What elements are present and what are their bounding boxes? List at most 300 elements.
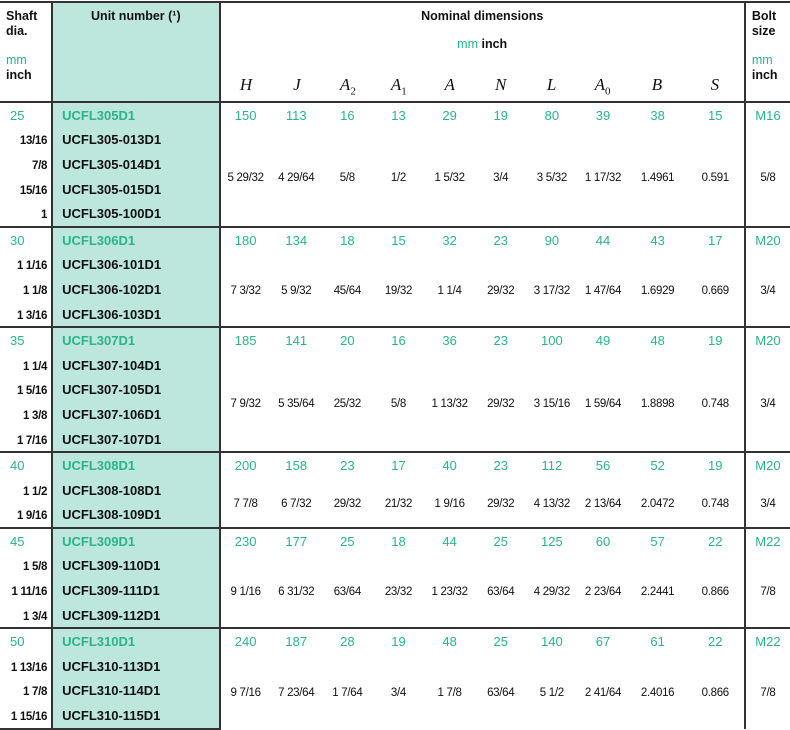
dim-mm: 28 — [322, 628, 373, 654]
dim-inch — [373, 554, 424, 629]
dim-symbol-letter: A — [444, 74, 455, 94]
shaft-dia-inch — [0, 302, 52, 328]
dim-inch — [271, 353, 322, 452]
bolt-size-inch — [745, 554, 790, 629]
dim-inch — [271, 554, 322, 629]
dim-subscript: 1 — [401, 85, 407, 97]
dim-inch-value: 0.866 — [701, 686, 729, 699]
dim-inch — [424, 554, 475, 629]
dim-inch-value: 3 17/32 — [533, 284, 570, 297]
dim-inch-value: 3/4 — [493, 172, 509, 185]
dim-inch — [629, 554, 687, 629]
dim-inch — [220, 128, 271, 227]
dim-symbol-letter: B — [651, 74, 663, 94]
bolt-size-inch — [745, 478, 790, 528]
dim-inch — [687, 554, 745, 629]
dim-inch-value: 1.6929 — [640, 284, 675, 297]
unit-number: UCFL308-108D1 — [52, 478, 219, 503]
dim-inch — [271, 654, 322, 729]
shaft-inch-value: 1 1/16 — [16, 260, 48, 273]
table-row-metric — [0, 452, 790, 478]
dim-inch — [526, 554, 577, 629]
dim-mm: 180 — [220, 227, 271, 253]
dim-mm: 44 — [424, 528, 475, 554]
dim-inch-value: 3 15/16 — [533, 397, 570, 410]
dim-inch — [526, 253, 577, 328]
dim-subscript: 2 — [350, 85, 356, 97]
dim-mm: 80 — [526, 102, 577, 128]
unit-number: UCFL310D1 — [52, 628, 219, 654]
dim-mm: 48 — [424, 628, 475, 654]
dim-mm: 158 — [271, 452, 322, 478]
dim-inch-value: 2.2441 — [640, 586, 675, 599]
shaft-inch-value: 1 — [41, 209, 48, 222]
dim-mm: 19 — [687, 452, 745, 478]
dim-symbol-A1 — [373, 75, 424, 97]
dim-mm: 57 — [629, 528, 687, 554]
dim-inch-value: 1 59/64 — [584, 397, 622, 410]
shaft-label: Shaft dia. — [6, 9, 38, 38]
dim-mm: 25 — [475, 528, 526, 554]
dim-inch-value: 63/64 — [487, 686, 515, 699]
unit-number: UCFL309-111D1 — [52, 578, 219, 603]
unit-number: UCFL305-100D1 — [52, 201, 219, 227]
dim-inch-value: 2 23/64 — [584, 586, 622, 599]
dim-inch — [322, 128, 373, 227]
dim-inch — [220, 253, 271, 328]
dim-mm: 15 — [687, 102, 745, 128]
unit-number: UCFL309D1 — [52, 528, 219, 554]
bolt-inch-value: 3/4 — [760, 397, 776, 410]
dim-inch-value: 2.4016 — [640, 686, 675, 699]
unit-number: UCFL307-107D1 — [52, 427, 219, 453]
bolt-size-mm: M22 — [745, 628, 790, 654]
shaft-dia-inch — [0, 378, 52, 403]
dim-inch — [220, 353, 271, 452]
shaft-inch-label: inch — [6, 68, 32, 82]
unit-number: UCFL308D1 — [52, 452, 219, 478]
dim-symbol-letter: N — [495, 74, 507, 94]
shaft-inch-value: 1 5/16 — [16, 385, 48, 398]
dim-inch-value: 29/32 — [487, 284, 515, 297]
shaft-dia-mm: 50 — [0, 628, 52, 654]
dim-inch — [577, 353, 628, 452]
shaft-inch-value: 1 1/8 — [23, 284, 48, 297]
shaft-dia-inch — [0, 478, 52, 503]
dim-inch-value: 2 41/64 — [584, 686, 622, 699]
dim-inch — [373, 478, 424, 528]
bolt-inch-value: 3/4 — [760, 498, 776, 510]
dim-mm: 43 — [629, 227, 687, 253]
shaft-dia-mm: 45 — [0, 528, 52, 554]
dim-inch — [424, 478, 475, 528]
dim-inch-value: 3/4 — [390, 686, 407, 699]
table-row-metric — [0, 102, 790, 128]
dimension-symbols — [221, 75, 744, 97]
dim-inch — [577, 128, 628, 227]
dim-symbol-L — [526, 75, 577, 97]
shaft-dia-inch — [0, 603, 52, 629]
bolt-size-header — [745, 2, 790, 102]
dim-inch-value: 1 5/32 — [434, 172, 465, 185]
unit-number: UCFL310-115D1 — [52, 703, 219, 729]
dim-mm: 19 — [475, 102, 526, 128]
dim-inch-value: 1 23/32 — [431, 586, 468, 599]
dim-symbol-S — [686, 75, 744, 97]
dim-inch-value: 1 7/8 — [437, 686, 462, 699]
dim-symbol-letter: A — [390, 74, 402, 94]
dim-mm: 61 — [629, 628, 687, 654]
shaft-dia-inch — [0, 554, 52, 579]
dim-inch-value: 1 47/64 — [584, 284, 622, 297]
header-row — [0, 2, 790, 102]
table-row-metric — [0, 327, 790, 353]
bolt-inch-value: 3/4 — [760, 284, 776, 297]
dim-inch — [629, 353, 687, 452]
unit-number: UCFL305-013D1 — [52, 128, 219, 153]
shaft-inch-value: 1 3/4 — [23, 610, 48, 623]
dim-inch — [424, 654, 475, 729]
dim-inch — [271, 478, 322, 528]
dim-mm: 44 — [577, 227, 628, 253]
dim-mm: 16 — [322, 102, 373, 128]
dim-mm: 90 — [526, 227, 577, 253]
dim-inch-value: 6 7/32 — [281, 498, 312, 510]
dim-inch-value: 1.4961 — [640, 172, 675, 185]
dim-symbol-letter: H — [239, 74, 253, 94]
dim-inch — [220, 654, 271, 729]
unit-number: UCFL306-101D1 — [52, 253, 219, 278]
dim-inch-value: 2 13/64 — [584, 498, 622, 510]
dim-mm: 240 — [220, 628, 271, 654]
dim-inch-value: 19/32 — [384, 284, 413, 297]
table-row-inch — [0, 253, 790, 278]
shaft-dia-inch — [0, 578, 52, 603]
dim-mm: 29 — [424, 102, 475, 128]
dim-inch — [577, 478, 628, 528]
shaft-inch-value: 1 1/2 — [23, 485, 48, 498]
shaft-dia-mm: 35 — [0, 327, 52, 353]
dim-symbol-A — [424, 75, 475, 97]
shaft-inch-value: 1 15/16 — [10, 711, 48, 724]
dim-mm: 185 — [220, 327, 271, 353]
unit-number: UCFL305-014D1 — [52, 152, 219, 177]
dim-inch-value: 5 29/32 — [227, 172, 264, 185]
dim-inch-value: 5/8 — [339, 172, 355, 185]
dim-mm: 22 — [687, 528, 745, 554]
dim-inch — [322, 478, 373, 528]
dim-inch-value: 0.591 — [701, 172, 729, 185]
dim-inch — [629, 478, 687, 528]
bolt-inch-value: 7/8 — [760, 686, 776, 699]
dim-inch — [271, 253, 322, 328]
bolt-inch-value: 5/8 — [760, 172, 776, 185]
dim-mm: 23 — [322, 452, 373, 478]
dim-inch-value: 4 29/32 — [533, 586, 570, 599]
unit-number: UCFL306D1 — [52, 227, 219, 253]
dim-mm: 39 — [577, 102, 628, 128]
unit-number-label: Unit number (¹) — [91, 9, 181, 23]
dim-inch-value: 29/32 — [333, 498, 361, 510]
shaft-dia-inch — [0, 201, 52, 227]
dim-symbol-letter: J — [293, 74, 301, 94]
dim-mm: 49 — [577, 327, 628, 353]
dim-inch-value: 5 35/64 — [278, 397, 315, 410]
dim-inch — [687, 478, 745, 528]
shaft-inch-value: 1 1/4 — [23, 360, 48, 373]
dim-inch — [475, 654, 526, 729]
unit-number: UCFL308-109D1 — [52, 503, 219, 529]
dim-inch — [424, 128, 475, 227]
shaft-dia-inch — [0, 427, 52, 453]
nominal-dimensions-label: Nominal dimensions — [421, 9, 544, 23]
bolt-size-mm: M22 — [745, 528, 790, 554]
dim-inch-value: 1 13/32 — [431, 397, 468, 410]
dim-inch — [687, 128, 745, 227]
unit-number: UCFL310-114D1 — [52, 679, 219, 704]
dim-inch — [220, 478, 271, 528]
shaft-dia-inch — [0, 703, 52, 729]
dim-inch-value: 21/32 — [384, 498, 413, 510]
dim-mm: 140 — [526, 628, 577, 654]
shaft-inch-value: 1 7/8 — [23, 686, 48, 699]
shaft-inch-value: 1 13/16 — [10, 661, 48, 674]
shaft-inch-value: 15/16 — [19, 184, 48, 197]
dim-inch-value: 7 3/32 — [230, 284, 261, 297]
shaft-mm-label: mm — [6, 53, 27, 67]
unit-number: UCFL307-105D1 — [52, 378, 219, 403]
dim-inch — [373, 128, 424, 227]
unit-number-header — [52, 2, 219, 102]
unit-number: UCFL309-110D1 — [52, 554, 219, 579]
dim-inch — [577, 654, 628, 729]
unit-number: UCFL307-106D1 — [52, 402, 219, 427]
bolt-size-inch — [745, 654, 790, 729]
dim-mm: 177 — [271, 528, 322, 554]
dim-symbol-letter: S — [710, 74, 720, 94]
nominal-dimensions-header — [220, 2, 745, 102]
dim-mm: 20 — [322, 327, 373, 353]
dim-mm: 19 — [687, 327, 745, 353]
dim-mm: 56 — [577, 452, 628, 478]
dim-inch-value: 9 1/16 — [230, 586, 261, 599]
table-row-inch — [0, 554, 790, 579]
dim-inch-value: 1/2 — [390, 172, 407, 185]
dim-inch — [526, 128, 577, 227]
dim-inch-value: 1 1/4 — [437, 284, 462, 297]
shaft-dia-inch — [0, 353, 52, 378]
dim-mm: 52 — [629, 452, 687, 478]
dim-inch — [629, 253, 687, 328]
table-row-inch — [0, 128, 790, 153]
table-row-inch — [0, 478, 790, 503]
bolt-mm-label: mm — [751, 53, 773, 67]
unit-number: UCFL310-113D1 — [52, 654, 219, 679]
dim-inch — [526, 654, 577, 729]
shaft-inch-value: 7/8 — [32, 159, 48, 172]
units-label — [221, 37, 744, 51]
dim-symbol-J — [271, 75, 322, 97]
dim-symbol-B — [628, 75, 686, 97]
dim-symbol-N — [475, 75, 526, 97]
shaft-inch-value: 1 7/16 — [16, 434, 48, 447]
bolt-size-mm: M20 — [745, 452, 790, 478]
dim-inch-value: 45/64 — [333, 284, 361, 297]
dim-inch-value: 0.866 — [701, 586, 729, 599]
dim-mm: 19 — [373, 628, 424, 654]
dim-mm: 125 — [526, 528, 577, 554]
dim-inch — [629, 128, 687, 227]
dim-inch — [220, 554, 271, 629]
dim-mm: 187 — [271, 628, 322, 654]
bolt-size-inch — [745, 353, 790, 452]
dim-inch-value: 1.8898 — [640, 397, 675, 410]
dim-mm: 17 — [687, 227, 745, 253]
table-row-metric — [0, 227, 790, 253]
shaft-dia-inch — [0, 152, 52, 177]
dim-mm: 230 — [220, 528, 271, 554]
dim-inch — [424, 253, 475, 328]
bolt-inch-value: 7/8 — [760, 586, 776, 599]
dim-inch — [526, 478, 577, 528]
dim-inch — [475, 478, 526, 528]
dim-mm: 25 — [322, 528, 373, 554]
dim-mm: 36 — [424, 327, 475, 353]
dim-mm: 22 — [687, 628, 745, 654]
dim-mm: 23 — [475, 452, 526, 478]
dim-inch — [373, 654, 424, 729]
shaft-inch-value: 1 3/8 — [23, 409, 48, 422]
dim-inch — [526, 353, 577, 452]
dim-symbol-A2 — [322, 75, 373, 97]
dim-inch — [475, 128, 526, 227]
dim-symbol-A0 — [577, 75, 628, 97]
dim-mm: 100 — [526, 327, 577, 353]
dim-inch-value: 63/64 — [333, 586, 361, 599]
shaft-dia-mm: 25 — [0, 102, 52, 128]
dim-inch — [687, 253, 745, 328]
shaft-dia-inch — [0, 679, 52, 704]
shaft-dia-mm: 30 — [0, 227, 52, 253]
dim-mm: 32 — [424, 227, 475, 253]
table-row-inch — [0, 654, 790, 679]
dim-inch-value: 29/32 — [487, 397, 515, 410]
dim-inch-value: 4 13/32 — [533, 498, 570, 510]
bolt-inch-label: inch — [751, 68, 778, 82]
dim-inch-value: 4 29/64 — [278, 172, 315, 185]
nominal-inch-label: inch — [481, 37, 508, 51]
shaft-dia-header — [0, 2, 52, 102]
dim-mm: 134 — [271, 227, 322, 253]
dim-mm: 18 — [322, 227, 373, 253]
bolt-size-mm: M20 — [745, 327, 790, 353]
dim-inch — [322, 253, 373, 328]
dim-inch-value: 0.748 — [701, 397, 729, 410]
dim-inch — [577, 554, 628, 629]
dim-inch-value: 9 7/16 — [230, 686, 261, 699]
dim-inch-value: 7 9/32 — [230, 397, 261, 410]
table-row-metric — [0, 528, 790, 554]
dim-mm: 40 — [424, 452, 475, 478]
dim-mm: 23 — [475, 227, 526, 253]
dim-inch — [322, 554, 373, 629]
unit-number: UCFL305D1 — [52, 102, 219, 128]
shaft-inch-value: 1 5/8 — [23, 561, 48, 574]
dim-mm: 13 — [373, 102, 424, 128]
dim-inch-value: 29/32 — [487, 498, 515, 510]
shaft-inch-value: 1 11/16 — [11, 586, 48, 599]
dimension-table — [0, 1, 790, 730]
dim-mm: 150 — [220, 102, 271, 128]
shaft-dia-inch — [0, 253, 52, 278]
dim-inch — [475, 353, 526, 452]
shaft-dia-inch — [0, 503, 52, 529]
dim-inch-value: 7 7/8 — [233, 498, 258, 510]
dim-inch-value: 5/8 — [390, 397, 407, 410]
unit-number: UCFL307D1 — [52, 327, 219, 353]
bolt-label: Bolt size — [751, 9, 777, 38]
dim-inch-value: 23/32 — [384, 586, 413, 599]
shaft-dia-inch — [0, 128, 52, 153]
shaft-inch-value: 1 9/16 — [16, 510, 48, 523]
dim-inch-value: 1 9/16 — [434, 498, 465, 510]
dim-inch-value: 3 5/32 — [536, 172, 567, 185]
shaft-inch-value: 1 3/16 — [16, 309, 48, 322]
unit-number: UCFL307-104D1 — [52, 353, 219, 378]
dim-mm: 60 — [577, 528, 628, 554]
dim-inch-value: 5 1/2 — [539, 686, 564, 699]
dim-symbol-letter: A — [594, 74, 605, 94]
dim-inch — [271, 128, 322, 227]
dim-inch — [373, 353, 424, 452]
unit-number: UCFL305-015D1 — [52, 177, 219, 202]
dim-inch — [475, 253, 526, 328]
dim-inch — [687, 654, 745, 729]
dim-mm: 17 — [373, 452, 424, 478]
dim-inch — [475, 554, 526, 629]
dim-mm: 23 — [475, 327, 526, 353]
bolt-size-inch — [745, 128, 790, 227]
dim-symbol-letter: L — [546, 74, 557, 94]
dim-inch — [322, 353, 373, 452]
dim-inch — [373, 253, 424, 328]
bolt-size-mm: M20 — [745, 227, 790, 253]
nominal-mm-label: mm — [457, 37, 478, 51]
dim-symbol-letter: A — [339, 74, 351, 94]
dim-inch — [322, 654, 373, 729]
dim-mm: 48 — [629, 327, 687, 353]
table-row-inch — [0, 353, 790, 378]
unit-number: UCFL309-112D1 — [52, 603, 219, 629]
bolt-size-inch — [745, 253, 790, 328]
shaft-dia-inch — [0, 402, 52, 427]
dim-inch — [629, 654, 687, 729]
dim-inch-value: 6 31/32 — [278, 586, 315, 599]
dim-mm: 200 — [220, 452, 271, 478]
dim-inch-value: 0.669 — [701, 284, 729, 297]
dim-mm: 15 — [373, 227, 424, 253]
unit-number: UCFL306-103D1 — [52, 302, 219, 328]
dim-inch-value: 7 23/64 — [278, 686, 315, 699]
bolt-size-mm: M16 — [745, 102, 790, 128]
dim-subscript: 0 — [605, 85, 611, 97]
dim-inch — [424, 353, 475, 452]
dim-inch-value: 0.748 — [701, 498, 729, 510]
dim-inch-value: 63/64 — [487, 586, 515, 599]
dim-inch-value: 25/32 — [333, 397, 361, 410]
dim-mm: 25 — [475, 628, 526, 654]
shaft-dia-inch — [0, 277, 52, 302]
